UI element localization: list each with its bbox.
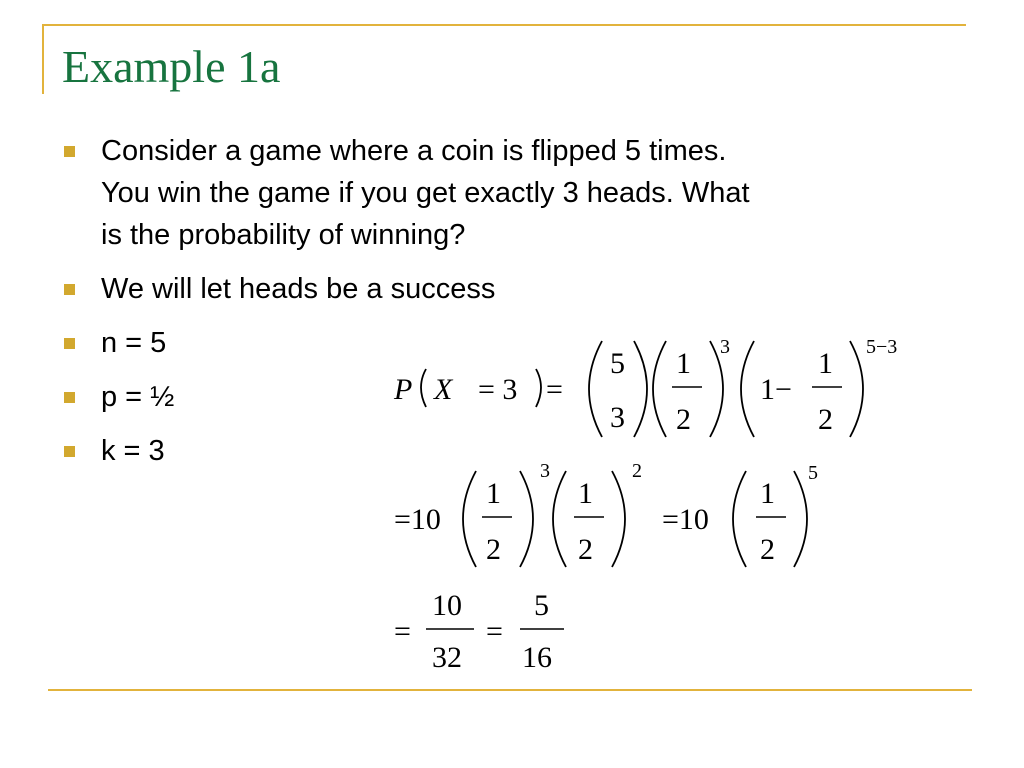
binom-paren-left [589,341,602,437]
equation-line-2 [394,460,818,567]
paren2-right [850,341,863,437]
eq3-frac1-den: 32 [432,641,462,674]
eq2-paren3-left [733,471,746,567]
eq2-lead: =10 [394,503,441,536]
eq2-frac1-num: 1 [486,477,501,510]
eq2-exp1: 3 [540,460,550,482]
eq2-frac2-num: 1 [578,477,593,510]
equation-line-3 [394,589,564,674]
eq2-frac3-num: 1 [760,477,775,510]
slide-title: Example 1a [62,41,281,92]
frac1-paren-left [653,341,666,437]
bullet-text: k = 3 [101,435,165,467]
eq-paren-right [536,369,541,407]
eq3-frac2-num: 5 [534,589,549,622]
bullet-square-icon [64,146,75,157]
frac2-den: 2 [818,403,833,436]
eq2-paren1-left [463,471,476,567]
frac1-num: 1 [676,347,691,380]
frac1-exp: 3 [720,336,730,358]
eq2-paren3-right [794,471,807,567]
frac2-num: 1 [818,347,833,380]
binom-bottom: 3 [610,401,625,434]
eq-equals: = [546,373,563,406]
bullet-square-icon [64,392,75,403]
eq3-equals-2: = [486,615,503,648]
bullet-text: p = ½ [101,381,175,413]
bullet-square-icon [64,446,75,457]
bullet-item-success [64,268,964,310]
frac1-den: 2 [676,403,691,436]
paren2-exp: 5−3 [866,336,898,358]
eq-paren-left [421,369,426,407]
binom-paren-right [634,341,647,437]
eq2-paren2-right [612,471,625,567]
eq-x-symbol: X [434,373,453,406]
probability-equation [380,325,940,680]
eq2-frac2-den: 2 [578,533,593,566]
eq3-equals-1: = [394,615,411,648]
equation-line-1 [393,336,897,437]
eq3-frac1-num: 10 [432,589,462,622]
frame-top-rule [42,24,966,26]
bullet-text: Consider a game where a coin is flipped 5 times. You win the game if you get exactly 3 heads. What is the probability of winning? [101,135,750,251]
eq2-exp2: 2 [632,460,642,482]
frame-left-rule [42,24,44,94]
binom-top: 5 [610,347,625,380]
bullet-text: We will let heads be a success [101,273,496,305]
bullet-text: n = 5 [101,327,167,359]
frame-bottom-rule [48,689,972,691]
bullet-square-icon [64,338,75,349]
eq3-frac2-den: 16 [522,641,552,674]
eq2-frac1-den: 2 [486,533,501,566]
eq2-paren1-right [520,471,533,567]
one-minus: 1− [760,373,792,406]
eq2-mid: =10 [662,503,709,536]
bullet-item-game [64,130,981,256]
eq2-paren2-left [553,471,566,567]
paren2-left [741,341,754,437]
eq-p-symbol: P [394,373,413,406]
eq2-frac3-den: 2 [760,533,775,566]
eq-equals-3: = 3 [478,373,518,406]
bullet-square-icon [64,284,75,295]
eq2-exp3: 5 [808,462,818,484]
